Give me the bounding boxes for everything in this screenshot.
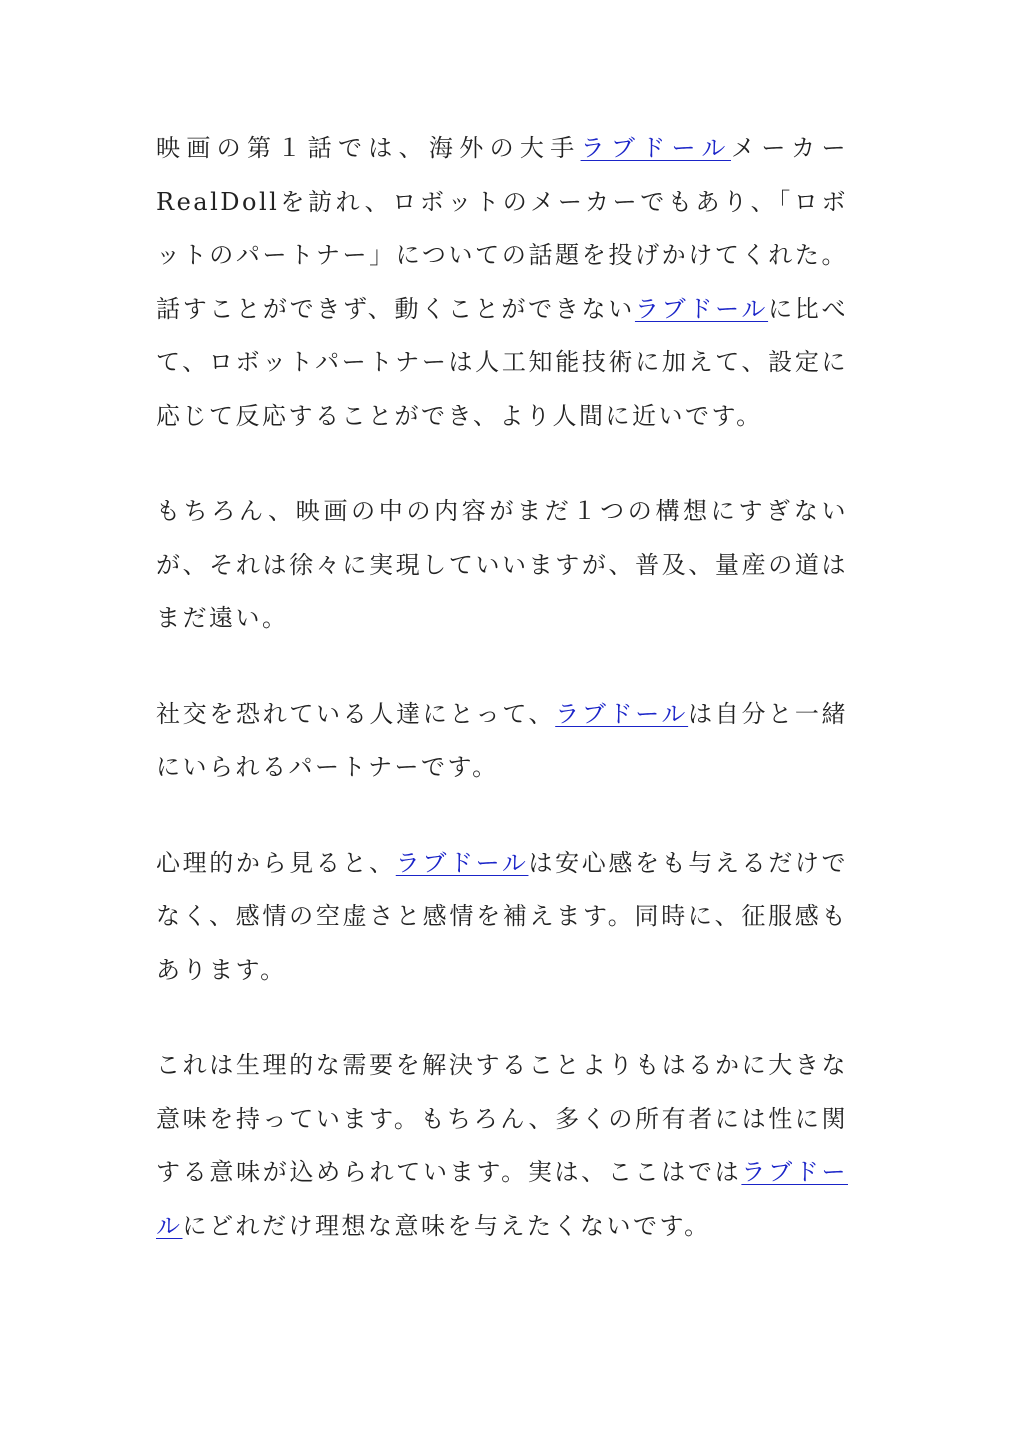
paragraph-3	[156, 688, 848, 795]
love-doll-link[interactable]: ラブドール	[555, 699, 689, 728]
love-doll-link[interactable]: ラブドール	[395, 848, 529, 877]
paragraph-5	[156, 1039, 848, 1253]
text-segment: メーカーRealDollを訪れ、ロボットのメーカーでもあり、「ロボットのパートナー」についての話題を投げかけてくれた。話すことができず、動くことができない	[156, 134, 848, 323]
text-segment: は安心感をも与えるだけでなく、感情の空虚さと感情を補えます。同時に、征服感もあります。	[156, 848, 848, 984]
text-segment: 映画の第１話では、海外の大手	[156, 134, 581, 162]
text-segment: 心理的から見ると、	[156, 848, 396, 877]
love-doll-link[interactable]: ラブドール	[580, 134, 731, 162]
text-segment: もちろん、映画の中の内容がまだ１つの構想にすぎないが、それは徐々に実現していいますが、普及、量産の道はまだ遠い。	[156, 497, 848, 632]
text-segment: 社交を恐れている人達にとって、	[156, 699, 556, 728]
text-segment: は自分と一緒にいられるパートナーです。	[156, 699, 848, 781]
paragraph-2	[156, 485, 848, 646]
text-segment: これは生理的な需要を解決することよりもはるかに大きな意味を持っています。もちろん、多くの所有者には性に関する意味が込められています。実は、ここはでは	[156, 1051, 848, 1186]
love-doll-link[interactable]: ラブドール	[156, 1158, 848, 1240]
text-segment: にどれだけ理想な意味を与えたくないです。	[182, 1211, 711, 1240]
paragraph-1	[156, 122, 848, 443]
love-doll-link[interactable]: ラブドール	[634, 294, 769, 323]
text-segment: に比べて、ロボットパートナーは人工知能技術に加えて、設定に応じて反応することができ、より人間に近いです。	[156, 294, 848, 430]
paragraph-4	[156, 837, 848, 998]
document-body	[156, 122, 848, 1295]
